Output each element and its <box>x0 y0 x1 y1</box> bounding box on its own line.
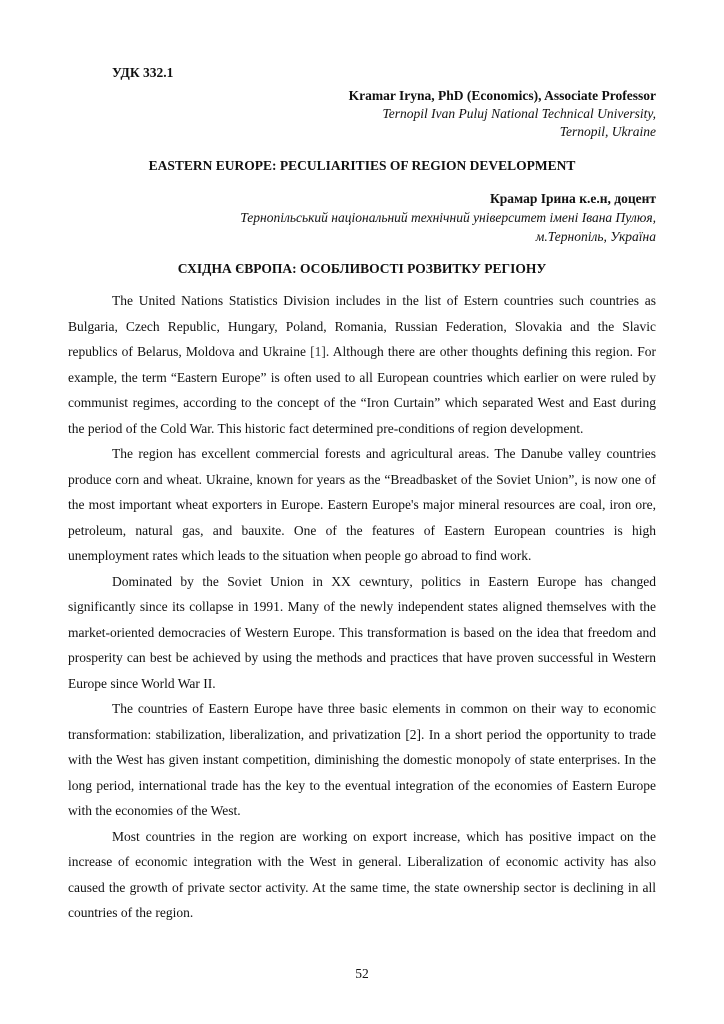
author-ua-block <box>68 189 656 246</box>
paragraph-1-text-a: The United Nations Statistics Division includes in the list of Estern countries such countries as Bulgaria, Czech Republic, Hungary, Poland, Romania, Russian Federation, Slovakia and the Slavic republics of Belarus, Moldova and Ukraine <box>68 293 656 359</box>
paragraph-4: The countries of Eastern Europe have three basic elements in common on their way to economic transformation: stabilization, liberalization, and privatization [2]. In a short period the opportunity to trade with the West has given instant competition, diminishing the domestic monopoly of state enterprises. In the long period, international trade has the key to the eventual integration of the economies of Eastern Europe with the economies of the West. <box>68 701 656 818</box>
author-ua-city: м.Тернопіль, Україна <box>535 229 656 244</box>
author-en-affiliation: Ternopil Ivan Puluj National Technical University, <box>382 106 656 121</box>
paper-page <box>68 64 656 926</box>
paragraph-2: The region has excellent commercial forests and agricultural areas. The Danube valley countries produce corn and wheat. Ukraine, known for years as the “Breadbasket of the Soviet Union”, is now one of the most important wheat exporters in Europe. Eastern Europe's major mineral resources are coal, iron ore, petroleum, natural gas, and bauxite. One of the features of Eastern European countries is high unemployment rates which leads to the situation when people go abroad to find work. <box>68 446 656 563</box>
author-ua-affiliation: Тернопільський національний технічний університет імені Івана Пулюя, <box>240 210 656 225</box>
paragraph-3-text-c: , politics in Eastern Europe has changed significantly since its collapse in 1991. Many of the newly independent states aligned themselves with the market-oriented democracies of Western Europe. <box>68 573 657 640</box>
paragraph-1-text-b: . Although there are other thoughts defining this region. For example, the term “Eastern Europe” is often used to all European countries which earlier on were ruled by communist regimes, according to the concept of the “Iron Curtain” which separated West and East during the period of the Cold War. This historic fact determined pre-conditions of region development. <box>68 344 656 436</box>
paragraph-3-text-a: Dominated by the Soviet Union <box>112 573 304 589</box>
title-en: EASTERN EUROPE: PECULIARITIES OF REGION DEVELOPMENT <box>148 158 576 173</box>
author-ua-name: Крамар Ірина <box>489 191 576 206</box>
title-ua: СХІДНА ЄВРОПА: ОСОБЛИВОСТІ РОЗВИТКУ РЕГІОНУ <box>177 261 547 276</box>
udk-code: УДК 332.1 <box>112 65 174 80</box>
author-ua-degree: к.е.н, доцент <box>575 191 656 206</box>
paragraph-1 <box>68 288 656 441</box>
citation-1: [1] <box>310 344 326 359</box>
author-en-city: Ternopil, Ukraine <box>559 124 656 139</box>
author-en-line <box>68 87 656 105</box>
paragraph-3 <box>68 569 656 697</box>
page-number: 52 <box>355 966 369 981</box>
author-en-degree: PhD (Economics), Associate Professor <box>434 88 656 103</box>
author-en-name: Kramar Iryna, <box>348 88 435 103</box>
author-ua-line <box>68 189 656 208</box>
paragraph-5: Most countries in the region are working on export increase, which has positive impact on the increase of economic integration with the West in general. Liberalization of economic activity has also caused the growth of private sector activity. At the same time, the state ownership sector is declining in all countries of the region. <box>68 828 656 920</box>
paragraph-3-text-d: This transformation is based on the idea that freedom and prosperity can best be achieved by using the methods and practices that have proven successful in Western Europe since World War II. <box>68 624 656 691</box>
author-en-block <box>68 87 656 141</box>
paragraph-3-text-b: in XX cewntury <box>303 573 410 589</box>
